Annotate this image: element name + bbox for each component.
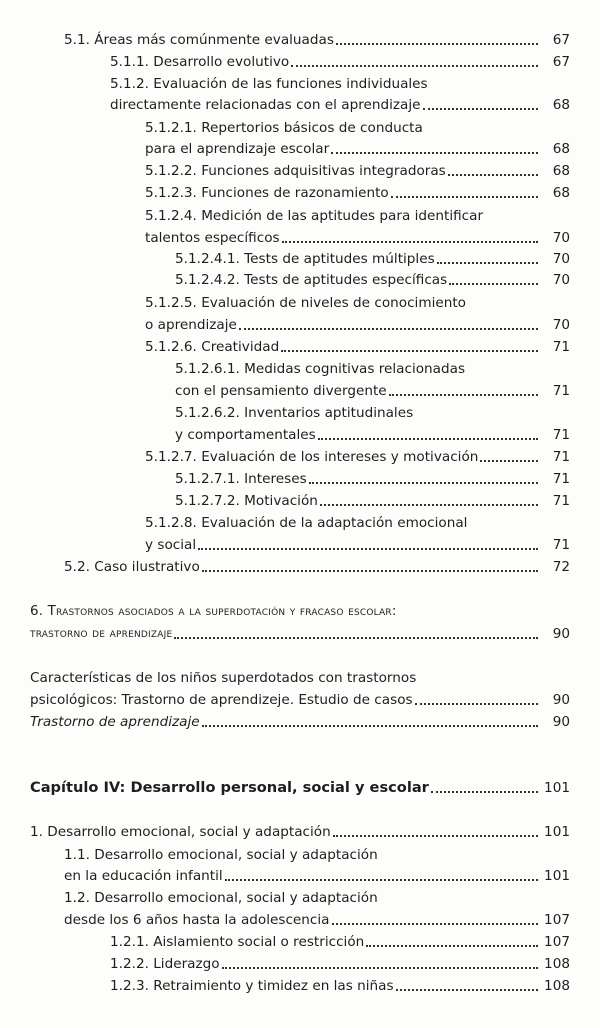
toc-entry-title: 5.1.2.8. Evaluación de la adaptación emocional <box>145 515 468 531</box>
toc-entry-title: 5.1.2. Evaluación de las funciones individuales <box>110 76 428 92</box>
dot-leader <box>336 43 538 45</box>
toc-entry-title-continued: directamente relacionadas con el aprendizaje <box>110 97 421 113</box>
toc-page-number: 71 <box>552 449 570 465</box>
dot-leader <box>225 879 538 881</box>
toc-page-number: 70 <box>552 251 570 267</box>
toc-entry-title: 5.1.2.1. Repertorios básicos de conducta <box>145 120 423 136</box>
toc-page-number: 107 <box>544 934 570 950</box>
toc-entry-title: 5.1.2.6.1. Medidas cognitivas relacionadas <box>175 361 466 377</box>
dot-leader <box>320 504 538 506</box>
toc-page-number: 68 <box>552 185 570 201</box>
dot-leader <box>318 438 538 440</box>
dot-leader <box>222 967 538 969</box>
toc-entry-title-continued: desde los 6 años hasta la adolescencia <box>64 912 330 928</box>
toc-section-heading-continued: trastorno de aprendizaje <box>30 626 173 641</box>
toc-entry-title: Características de los niños superdotados con trastornos <box>30 670 417 686</box>
toc-entry-title-continued: en la educación infantil <box>64 868 223 884</box>
dot-leader <box>333 835 538 837</box>
dot-leader <box>202 725 538 727</box>
dot-leader <box>332 923 539 925</box>
toc-page-number: 90 <box>552 692 570 708</box>
toc-entry-title: 5.1.2.3. Funciones de razonamiento <box>145 185 389 201</box>
dot-leader <box>291 65 538 67</box>
toc-entry-title: 5.1.2.6.2. Inventarios aptitudinales <box>175 405 414 421</box>
toc-section-heading: 6. Trastornos asociados a la superdotación y fracaso escolar: <box>30 604 397 619</box>
toc-entry-title: 1.2.3. Retraimiento y timidez en las niñas <box>110 978 394 994</box>
toc-page-number: 70 <box>552 272 570 288</box>
toc-entry-title: 5.1.2.4. Medición de las aptitudes para identificar <box>145 208 484 224</box>
toc-entry-title: 1. Desarrollo emocional, social y adaptación <box>30 824 331 840</box>
toc-page-number: 71 <box>552 427 570 443</box>
toc-page-number: 101 <box>544 824 570 840</box>
toc-page-number: 71 <box>552 383 570 399</box>
dot-leader <box>480 460 538 462</box>
toc-entry-title: 5.1. Áreas más comúnmente evaluadas <box>64 32 334 48</box>
toc-page-number: 70 <box>552 317 570 333</box>
toc-page-number: 71 <box>552 493 570 509</box>
dot-leader <box>437 262 538 264</box>
toc-entry-title: 1.2.1. Aislamiento social o restricción <box>110 934 365 950</box>
dot-leader <box>174 637 538 639</box>
toc-page-number: 108 <box>544 978 570 994</box>
toc-entry-title: 5.1.2.5. Evaluación de niveles de conocimiento <box>145 295 466 311</box>
dot-leader <box>396 989 538 991</box>
toc-page-number: 67 <box>552 54 570 70</box>
toc-entry-title: 5.2. Caso ilustrativo <box>64 559 200 575</box>
toc-entry-title: Trastorno de aprendizaje <box>30 714 200 730</box>
toc-page-number: 71 <box>552 339 570 355</box>
toc-entry-title: 5.1.2.6. Creatividad <box>145 339 280 355</box>
toc-entry-title: 5.1.1. Desarrollo evolutivo <box>110 54 290 70</box>
dot-leader <box>423 108 539 110</box>
toc-entry-title: 1.2.2. Liderazgo <box>110 956 220 972</box>
dot-leader <box>331 152 538 154</box>
chapter-title: Capítulo IV: Desarrollo personal, social y escolar <box>30 779 429 796</box>
toc-page-number: 101 <box>544 780 570 796</box>
toc-page-number: 101 <box>544 868 570 884</box>
toc-page-number: 68 <box>552 97 570 113</box>
toc-entry-title: 5.1.2.7.1. Intereses <box>175 471 307 487</box>
toc-entry-title-continued: para el aprendizaje escolar <box>145 141 330 157</box>
toc-page-number: 90 <box>552 626 570 642</box>
dot-leader <box>198 548 538 550</box>
toc-page-number: 68 <box>552 141 570 157</box>
toc-entry-title: 5.1.2.2. Funciones adquisitivas integradoras <box>145 163 446 179</box>
dot-leader <box>448 174 538 176</box>
toc-entry-title: 1.2. Desarrollo emocional, social y adaptación <box>64 890 378 906</box>
dot-leader <box>239 328 538 330</box>
toc-entry-title-continued: con el pensamiento divergente <box>175 383 387 399</box>
toc-page-number: 72 <box>552 559 570 575</box>
dot-leader <box>202 570 538 572</box>
dot-leader <box>431 791 538 793</box>
toc-page-number: 71 <box>552 471 570 487</box>
dot-leader <box>391 196 538 198</box>
toc-entry-title-continued: psicológicos: Trastorno de aprendizeje. Estudio de casos <box>30 692 413 708</box>
dot-leader <box>389 394 538 396</box>
toc-page-number: 90 <box>552 714 570 730</box>
toc-entry-title-continued: talentos específicos <box>145 230 280 246</box>
toc-entry-title-continued: y social <box>145 537 197 553</box>
dot-leader <box>366 945 538 947</box>
toc-entry-title: 5.1.2.7.2. Motivación <box>175 493 318 509</box>
toc-page-number: 68 <box>552 163 570 179</box>
toc-entry-title: 5.1.2.4.1. Tests de aptitudes múltiples <box>175 251 435 267</box>
dot-leader <box>281 350 538 352</box>
toc-page-number: 107 <box>544 912 570 928</box>
toc-entry-title-continued: y comportamentales <box>175 427 316 443</box>
toc-page-number: 70 <box>552 230 570 246</box>
dot-leader <box>449 283 538 285</box>
toc-entry-title-continued: o aprendizaje <box>145 317 237 333</box>
toc-page-number: 108 <box>544 956 570 972</box>
toc-page-number: 67 <box>552 32 570 48</box>
toc-entry-title: 5.1.2.7. Evaluación de los intereses y motivación <box>145 449 479 465</box>
toc-entry-title: 1.1. Desarrollo emocional, social y adaptación <box>64 847 378 863</box>
dot-leader <box>309 482 538 484</box>
dot-leader <box>415 703 538 705</box>
toc-page-number: 71 <box>552 537 570 553</box>
dot-leader <box>282 241 538 243</box>
toc-entry-title: 5.1.2.4.2. Tests de aptitudes específicas <box>175 272 448 288</box>
